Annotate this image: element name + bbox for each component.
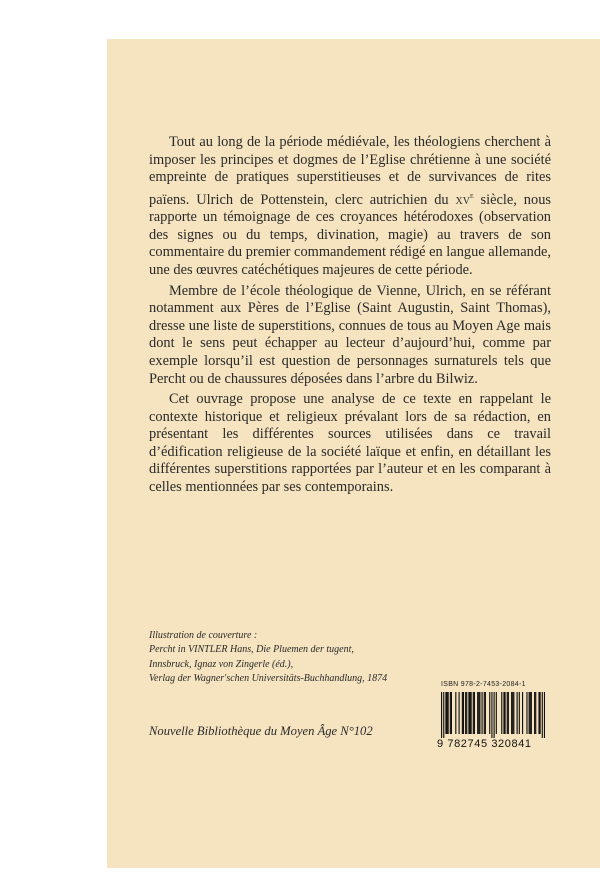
barcode-bar [466,692,467,734]
credits-line: Innsbruck, Ignaz von Zingerle (éd.), [149,658,294,670]
barcode-bar [441,692,442,738]
barcode-bar [507,692,508,734]
barcode-bar [473,692,474,734]
blurb-paragraph-1-start: Tout au long de la période médiévale, les théologiens cherchent à imposer les principes et dogmes de l’Eglise chrétienne à une société empreinte de pratiques superstitieuses et de survivances de rites païens. Ulrich de Pottenstein, clerc autrichien du [149,134,551,208]
barcode-bar [445,692,446,734]
barcode-bar [477,692,478,734]
barcode-bar [462,692,463,734]
barcode-bar [529,692,530,734]
barcode-bar [531,692,532,734]
barcode-bar [471,692,472,734]
barcode-bar [512,692,513,734]
cover-credits [149,629,509,687]
barcode-bar [489,692,490,734]
barcode-bar [485,692,486,734]
blurb-paragraph-2: Membre de l’école théologique de Vienne, Ulrich, en se référant notamment aux Pères de l’Eglise (Saint Augustin, Saint Thomas), dresse une liste de superstitions, connues de tous au Moyen Age mais dont le sens peut échapper au lecteur d’aujourd’hui, comme par exemple lorsqu’il est question de personnages surnaturels tels que Percht ou de chaussures déposées dans l’arbre du Bilwiz. [149,282,551,387]
barcode-bar [538,692,539,734]
credits-line: Percht in VINTLER Hans, Die Pluemen der tugent, [149,644,354,656]
barcode-bar [482,692,483,734]
barcode-bar [522,692,523,734]
barcode-bar [508,692,509,734]
isbn-label: ISBN 978-2-7453-2084-1 [441,681,526,688]
barcode-bar [451,692,452,734]
barcode-bar [501,692,502,734]
barcode-bar [463,692,464,734]
barcode-bar [530,692,531,734]
barcode-bar [542,692,543,738]
barcode-bar [519,692,520,734]
century-numeral: xv [455,191,470,208]
blurb-paragraph-3: Cet ouvrage propose une analyse de ce texte en rappelant le contexte historique et religieux prévalant lors de sa rédaction, en présentant les différentes sources utilisées dans ce travail d’édification religieuse de la société laïque et enfin, en détaillant les différentes superstitions rapportées par l’auteur et en les comparant à celles mentionnées par ses contemporains. [149,391,551,496]
barcode-bar [540,692,541,734]
barcode-bar [474,692,475,734]
barcode-bar [535,692,536,734]
isbn-block [437,681,548,750]
barcode-bar [443,692,444,738]
barcode-bar [469,692,470,734]
barcode [441,692,545,738]
barcode-bar [478,692,479,734]
blurb-paragraph-1-end: siècle, nous rapporte un témoignage de ces croyances hétérodoxes (observation des signes ou du temps, divination, magie) au travers de son commentaire du premier commandement rédigé en langue allemande, une des œuvres catéchétiques majeures de cette période. [149,191,551,278]
barcode-bar [450,692,451,734]
barcode-bar [479,692,480,734]
century [455,189,474,208]
barcode-bar [496,692,497,734]
barcode-bar [465,692,466,734]
barcode-bar [511,692,512,734]
century-suffix: e [469,189,474,200]
barcode-bar [526,692,527,734]
barcode-bar [448,692,449,734]
barcode-bar [446,692,447,734]
barcode-bar [491,692,492,738]
barcode-bar [494,692,495,738]
series-title: Nouvelle Bibliothèque du Moyen Âge N°102 [149,724,373,738]
barcode-bar [534,692,535,734]
credits-line: Verlag der Wagner'schen Universitäts-Buchhandlung, 1874 [149,673,388,685]
barcode-bar [503,692,504,734]
barcode-bar [513,692,514,734]
barcode-bar [504,692,505,734]
barcode-bar [544,692,545,738]
barcode-bar [484,692,485,734]
blurb [149,134,551,497]
barcode-bar [517,692,518,734]
barcode-number: 9 782745 320841 [437,738,532,750]
barcode-bar [459,692,460,734]
barcode-bar [468,692,469,734]
barcode-bar [455,692,456,734]
blurb-paragraph-1 [149,134,551,280]
credits-line: Illustration de couverture : [149,630,258,641]
